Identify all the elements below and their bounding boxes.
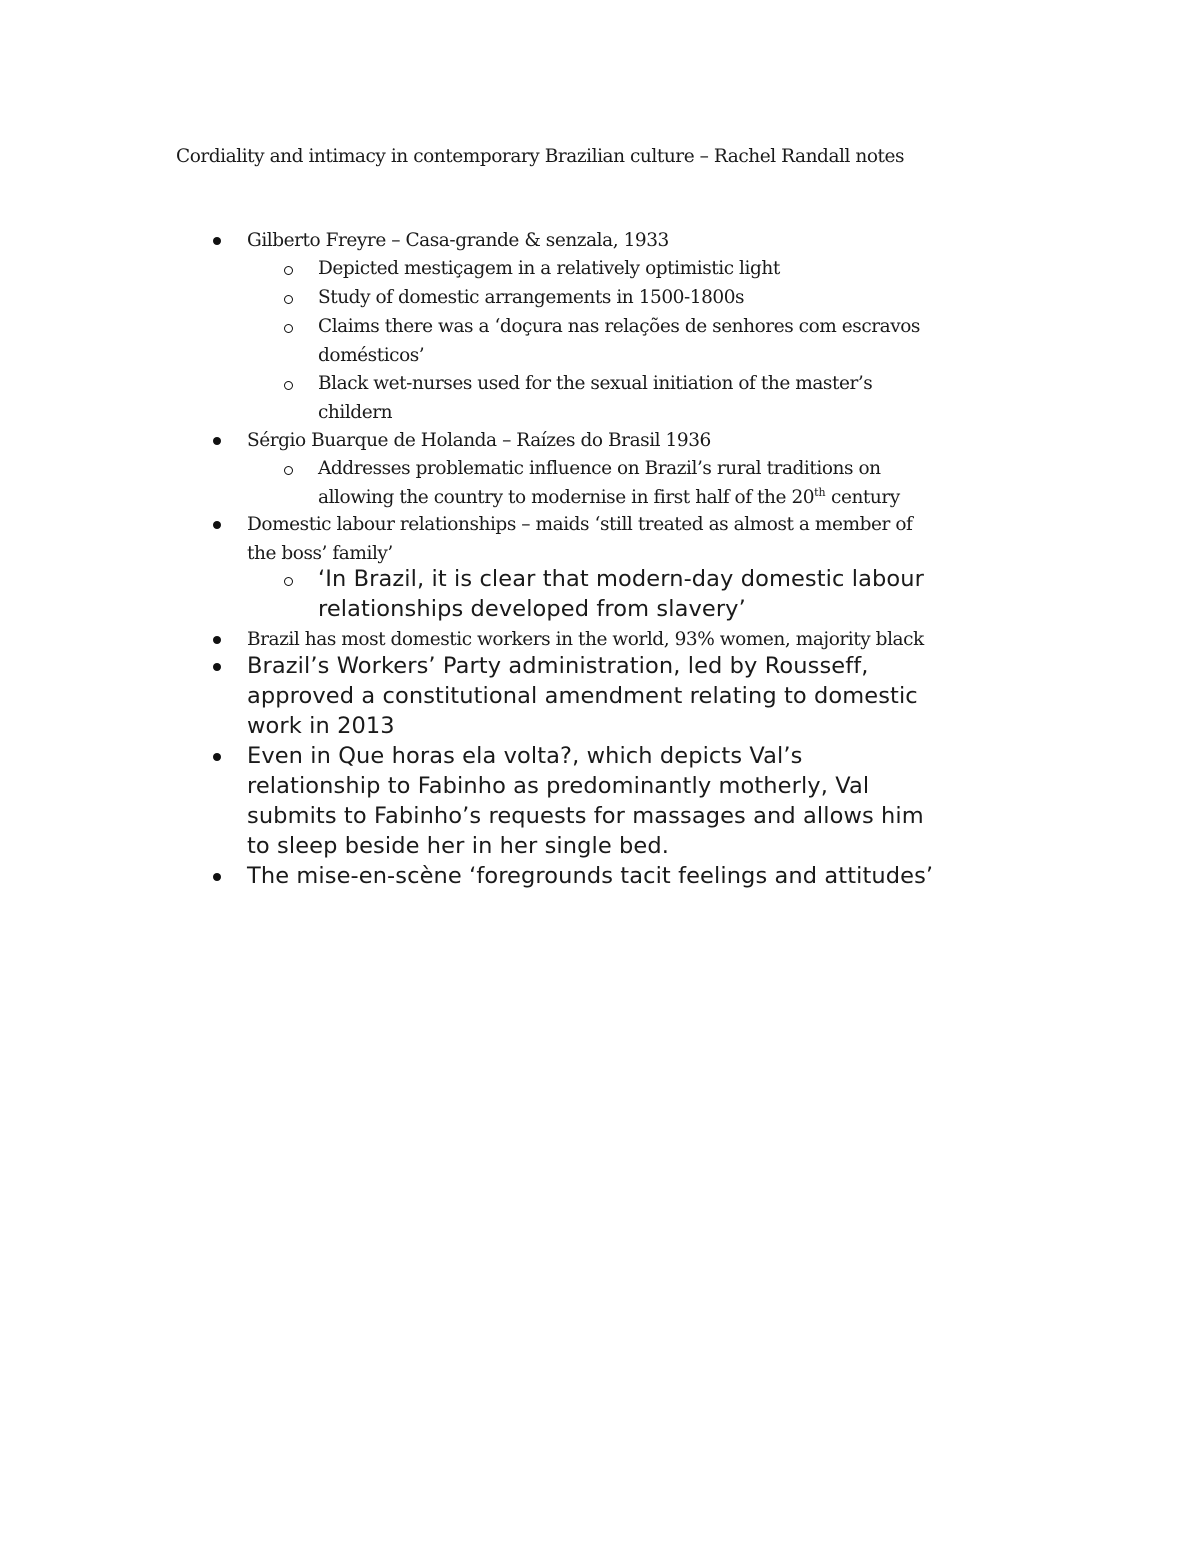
list-item-text: domésticos’ (318, 345, 425, 366)
list-item-text: work in 2013 (247, 713, 395, 739)
circle-bullet-icon (284, 381, 293, 390)
list-item-text: relationships developed from slavery’ (318, 596, 746, 622)
circle-bullet-icon (284, 577, 293, 586)
list-item-text: Study of domestic arrangements in 1500-1800s (318, 287, 745, 308)
list-item-text: Depicted mestiçagem in a relatively optimistic light (318, 258, 780, 279)
list-item-text: Even in Que horas ela volta?, which depicts Val’s (247, 743, 803, 769)
list-item-text: Addresses problematic influence on Brazil’s rural traditions on (318, 458, 881, 479)
circle-bullet-icon (284, 324, 293, 333)
circle-bullet-icon (284, 295, 293, 304)
list-item-text-line (318, 483, 900, 512)
list-item-text: submits to Fabinho’s requests for massages and allows him (247, 803, 924, 829)
list-item-text: allowing the country to modernise in first half of the 20 (318, 487, 815, 508)
list-item-text: Claims there was a ‘doçura nas relações de senhores com escravos (318, 316, 920, 337)
bullet-icon (213, 663, 221, 671)
list-item-text: Black wet-nurses used for the sexual initiation of the master’s (318, 373, 873, 394)
list-item-text: Sérgio Buarque de Holanda – Raízes do Brasil 1936 (247, 430, 711, 451)
circle-bullet-icon (284, 266, 293, 275)
list-item-text: Domestic labour relationships – maids ‘still treated as almost a member of (247, 514, 913, 535)
superscript-th: th (814, 486, 826, 499)
document-title: Cordiality and intimacy in contemporary Brazilian culture – Rachel Randall notes (176, 146, 905, 167)
bullet-icon (213, 437, 221, 445)
circle-bullet-icon (284, 466, 293, 475)
list-item-text: the boss’ family’ (247, 543, 393, 564)
list-item-text: Brazil has most domestic workers in the world, 93% women, majority black (247, 629, 924, 650)
list-item-text: ‘In Brazil, it is clear that modern-day domestic labour (318, 566, 924, 592)
bullet-icon (213, 237, 221, 245)
list-item-text: Brazil’s Workers’ Party administration, led by Rousseff, (247, 653, 869, 679)
list-item-text: century (825, 487, 900, 508)
bullet-icon (213, 873, 221, 881)
list-item-text: The mise-en-scène ‘foregrounds tacit feelings and attitudes’ (247, 863, 934, 889)
bullet-icon (213, 753, 221, 761)
list-item-text: approved a constitutional amendment relating to domestic (247, 683, 918, 709)
list-item-text: childern (318, 402, 393, 423)
bullet-icon (213, 521, 221, 529)
list-item-text: Gilberto Freyre – Casa-grande & senzala, 1933 (247, 230, 669, 251)
bullet-icon (213, 636, 221, 644)
list-item-text: to sleep beside her in her single bed. (247, 833, 670, 859)
list-item-text: relationship to Fabinho as predominantly motherly, Val (247, 773, 870, 799)
